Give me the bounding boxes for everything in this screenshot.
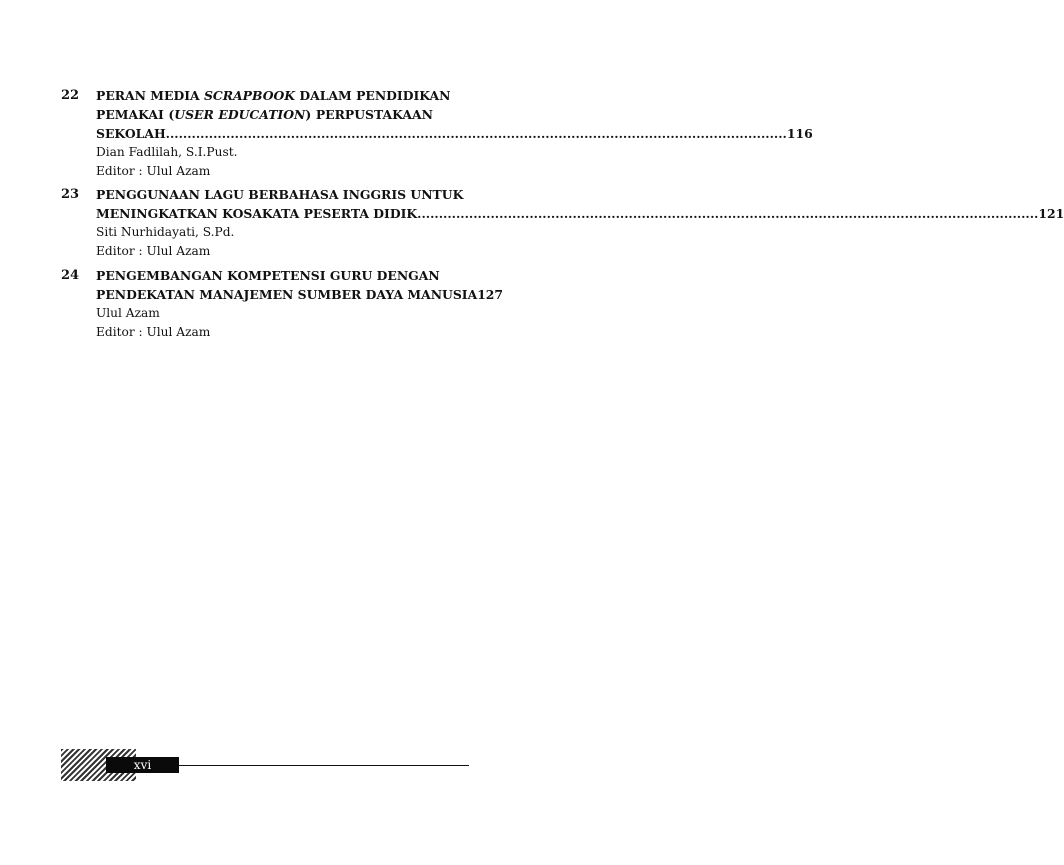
- entry-editor: Editor : Ulul Azam: [96, 325, 211, 339]
- entry-number: 22: [61, 88, 80, 103]
- footer-rule: [179, 765, 469, 766]
- page-number: 116: [786, 126, 813, 141]
- entry-editor: Editor : Ulul Azam: [96, 244, 211, 258]
- entry-title-line: PERAN MEDIA SCRAPBOOK DALAM PENDIDIKAN: [96, 88, 451, 103]
- dot-leader: [417, 204, 1038, 223]
- page-number: 121: [1038, 206, 1064, 221]
- toc-entry-22[interactable]: [61, 86, 813, 181]
- entry-author: Dian Fadlilah, S.I.Pust.: [96, 145, 238, 159]
- entry-title-last-line: PENDEKATAN MANAJEMEN SUMBER DAYA MANUSIA 127: [96, 287, 504, 302]
- toc-entry-23[interactable]: [61, 185, 1064, 261]
- toc-entry-24[interactable]: [61, 266, 504, 342]
- entry-number: 23: [61, 187, 80, 202]
- entry-number: 24: [61, 268, 80, 283]
- entry-author: Siti Nurhidayati, S.Pd.: [96, 225, 235, 239]
- entry-title-line: PENGGUNAAN LAGU BERBAHASA INGGRIS UNTUK: [96, 187, 464, 202]
- entry-title-line: PEMAKAI (USER EDUCATION) PERPUSTAKAAN: [96, 107, 433, 122]
- entry-author: Ulul Azam: [96, 306, 160, 320]
- entry-title-last-line: SEKOLAH ..... 116: [96, 124, 469, 143]
- dot-leader: [166, 124, 787, 143]
- entry-title-last-line: MENINGKATKAN KOSAKATA PESERTA DIDIK ..... 121: [96, 204, 469, 223]
- page-footer: [61, 749, 469, 781]
- entry-title-line: PENGEMBANGAN KOMPETENSI GURU DENGAN: [96, 268, 440, 283]
- footer-page-number: xvi: [106, 757, 179, 773]
- page-number: 127: [477, 287, 504, 302]
- entry-editor: Editor : Ulul Azam: [96, 164, 211, 178]
